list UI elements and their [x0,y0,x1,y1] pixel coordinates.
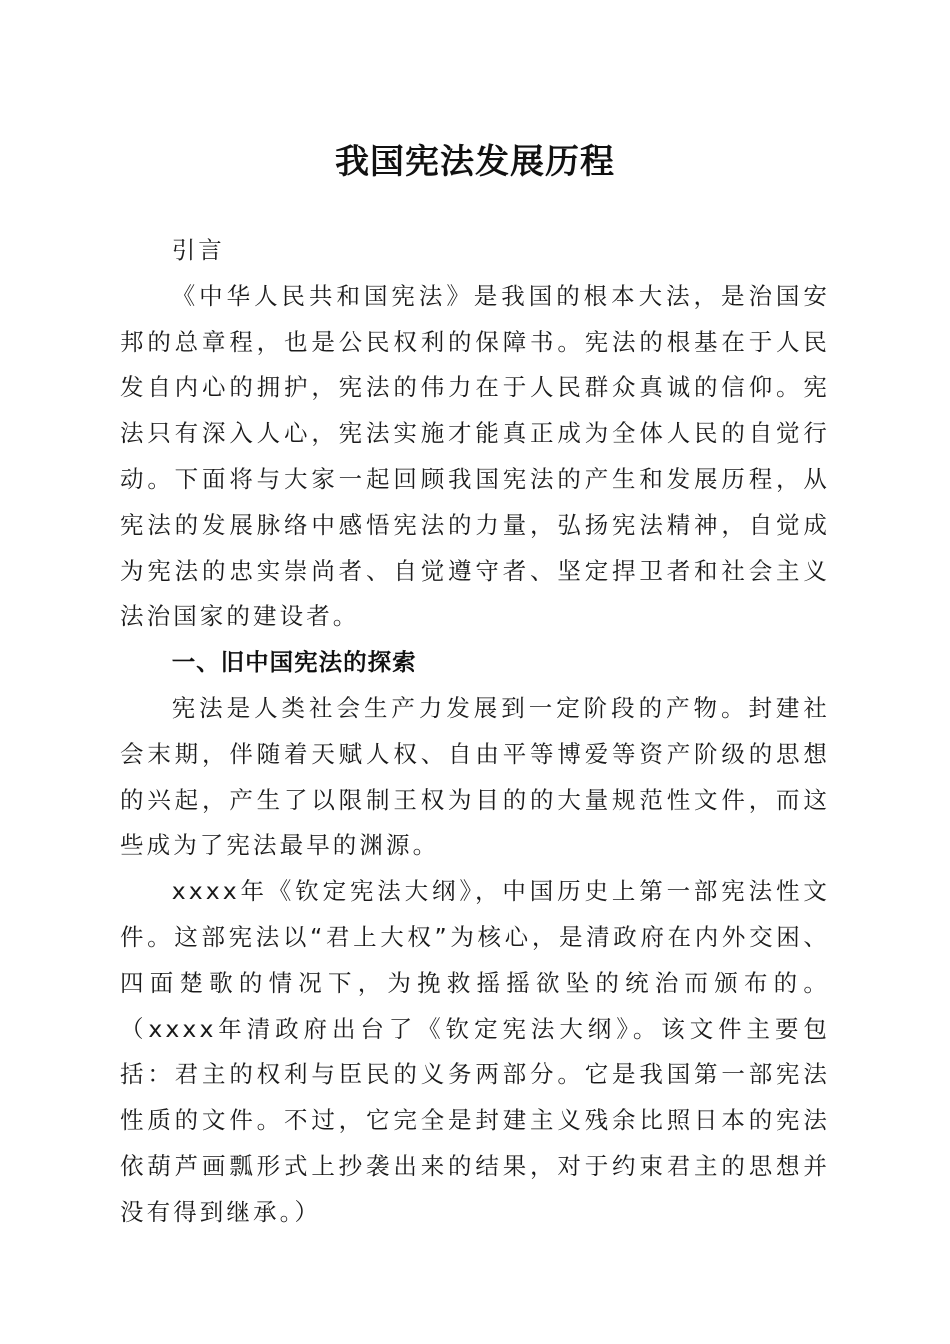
section1-paragraph-2: xxxx年《钦定宪法大纲》，中国历史上第一部宪法性文件。这部宪法以“君上大权”为核心，是清政府在内外交困、四面楚歌的情况下，为挽救摇摇欲坠的统治而颁布的。（xxxx年清政府出台了《钦定宪法大纲》。该文件主要包括：君主的权利与臣民的义务两部分。它是我国第一部宪法性质的文件。不过，它完全是封建主义残余比照日本的宪法依葫芦画瓢形式上抄袭出来的结果，对于约束君主的思想并没有得到继承。） [120,877,830,1226]
section1-paragraph-1: 宪法是人类社会生产力发展到一定阶段的产物。封建社会末期，伴随着天赋人权、自由平等博爱等资产阶级的思想的兴起，产生了以限制王权为目的的大量规范性文件，而这些成为了宪法最早的渊源。 [120,693,830,860]
section-heading-1: 一、旧中国宪法的探索 [171,648,417,677]
intro-label: 引言 [171,236,225,264]
intro-paragraph: 《中华人民共和国宪法》是我国的根本大法，是治国安邦的总章程，也是公民权利的保障书。宪法的根基在于人民发自内心的拥护，宪法的伟力在于人民群众真诚的信仰。宪法只有深入人心，宪法实施才能真正成为全体人民的自觉行动。下面将与大家一起回顾我国宪法的产生和发展历程，从宪法的发展脉络中感悟宪法的力量，弘扬宪法精神，自觉成为宪法的忠实崇尚者、自觉遵守者、坚定捍卫者和社会主义法治国家的建设者。 [120,281,830,631]
document-title: 我国宪法发展历程 [335,142,615,182]
document-body [120,228,830,1236]
